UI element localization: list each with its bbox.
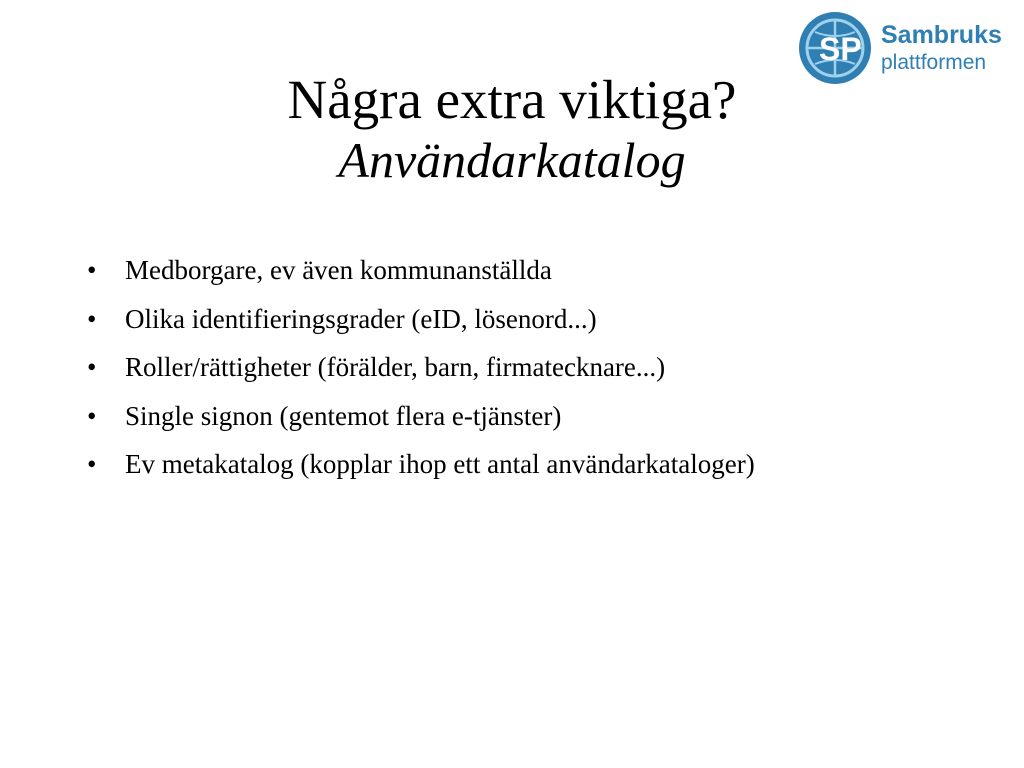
title-subheading: Användarkatalog [338, 132, 686, 188]
list-item [87, 295, 987, 344]
bullet-text: Medborgare, ev även kommunanställda [125, 255, 552, 285]
list-item [87, 246, 987, 295]
list-item [87, 440, 987, 489]
bullet-icon: • [87, 303, 97, 334]
bullet-text: Single signon (gentemot flera e-tjänster) [125, 400, 562, 431]
slide-title [0, 70, 1024, 190]
bullet-list [87, 246, 987, 489]
bullet-icon: • [87, 352, 97, 382]
bullet-icon: • [87, 400, 97, 431]
bullet-icon: • [87, 255, 97, 285]
list-item [87, 392, 987, 441]
logo-text-line1: Sambruks [881, 21, 1002, 49]
list-item [87, 343, 987, 392]
logo-text-line2: plattformen [881, 51, 987, 74]
bullet-text: Ev metakatalog (kopplar ihop ett antal användarkataloger) [125, 449, 755, 479]
bullet-text: Olika identifieringsgrader (eID, lösenord...) [125, 303, 597, 334]
bullet-text: Roller/rättigheter (förälder, barn, firmatecknare...) [125, 352, 666, 382]
title-heading: Några extra viktiga? [287, 69, 737, 130]
bullet-icon: • [87, 449, 97, 479]
logo-mark-letters: SP [819, 31, 862, 67]
